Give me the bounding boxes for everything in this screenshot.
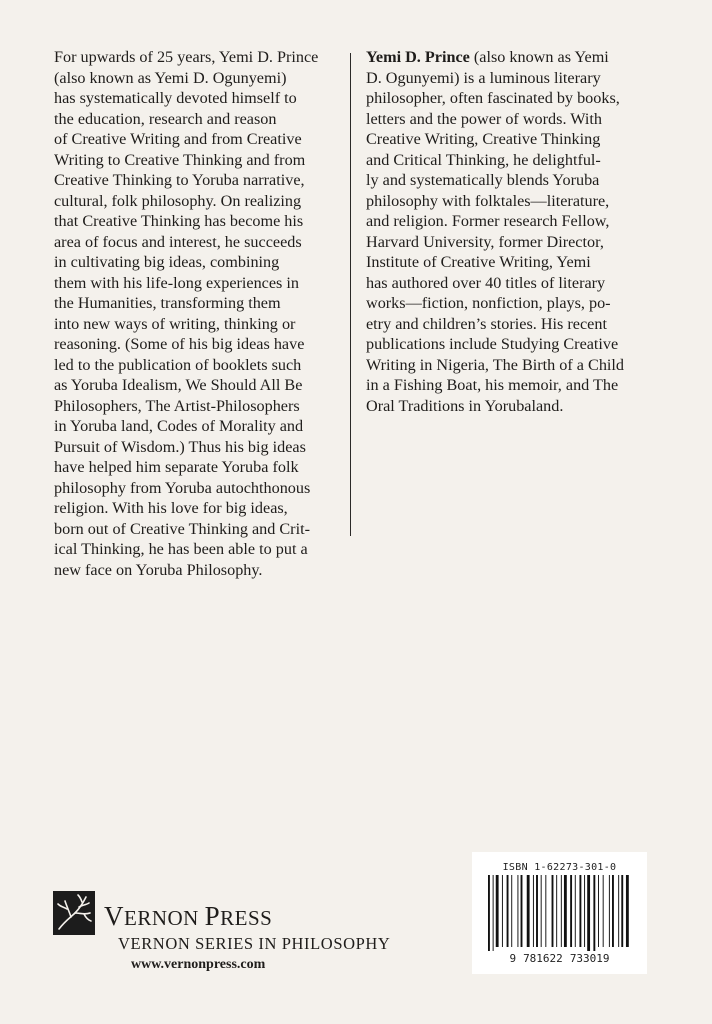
barcode-bar [521,875,523,947]
barcode-bar [541,875,542,947]
right-column-text [366,47,666,416]
barcode-bar [603,875,604,947]
barcode-bar [507,875,509,947]
barcode-bar [517,875,518,947]
barcode-bar [621,875,623,947]
barcode-bar [612,875,614,947]
isbn-digits: 9 781622 733019 [509,952,610,965]
author-bio: (also known as Yemi D. Ogunyemi) is a luminous literary philosopher, often fascinated by books, letters and the power of words. With Creative Writing, Creative Thinking and Critical Thinking, he delightful- ly and systematically blends Yoruba philosophy with folktales—literature, and religion. Former research Fellow, Harvard University, former Director, Institute of Creative Writing, Yemi has authored over 40 titles of literary works—fiction, nonfiction, plays, po- etry and children’s stories. His recent publications include Studying Creative Writing in Nigeria, The Birth of a Child in a Fishing Boat, his memoir, and The Oral Traditions in Yorubaland. [366,48,625,415]
barcode-bar [545,875,546,947]
barcode-bar [488,875,490,951]
barcode-bar [556,875,557,947]
barcode-bar [502,875,503,947]
barcode-bar [593,875,595,951]
barcode-bar [511,875,512,947]
barcode-bar [527,875,530,947]
barcode-bar [536,875,538,947]
barcode-bar [626,875,629,947]
left-column-text: For upwards of 25 years, Yemi D. Prince (also known as Yemi D. Ogunyemi) has systematically devoted himself to the education, research and reason of Creative Writing and from Creative Writing to Creative Thinking and from Creative Thinking to Yoruba narrative, cultural, folk philosophy. On realizing that Creative Thinking has become his area of focus and interest, he succeeds in cultivating big ideas, combining them with his life-long experiences in the Humanities, transforming them into new ways of writing, thinking or reasoning. (Some of his big ideas have led to the publication of booklets such as Yoruba Idealism, We Should All Be Philosophers, The Artist-Philosophers in Yoruba land, Codes of Morality and Pursuit of Wisdom.) Thus his big ideas have helped him separate Yoruba folk philosophy from Yoruba autochthonous religion. With his love for big ideas, born out of Creative Thinking and Crit- ical Thinking, he has been able to put a new face on Yoruba Philosophy. [54,48,319,579]
barcode-bar [575,875,576,947]
barcode-bar [570,875,572,947]
author-name: Yemi D. Prince [366,48,470,66]
publisher-website[interactable]: www.vernonpress.com [131,957,266,972]
barcode-bar [579,875,581,947]
barcode-bar [584,875,585,947]
barcode-bar [618,875,619,947]
barcode-bars [482,875,637,951]
barcode-bar [587,875,590,951]
series-title: VERNON SERIES IN PHILOSOPHY [118,934,391,953]
tree-logo-icon [53,891,95,935]
barcode-bar [561,875,562,947]
column-divider [350,53,351,536]
barcode-bar [609,875,610,947]
barcode-bar [564,875,567,947]
publisher-name: VERNON PRESS [104,901,273,931]
barcode-bar [496,875,499,947]
barcode-bar [533,875,534,947]
isbn-label: ISBN 1-62273-301-0 [502,862,617,873]
barcode-bar [598,875,599,947]
barcode-bar [493,875,494,951]
barcode-bar [552,875,554,947]
isbn-barcode [472,852,647,974]
